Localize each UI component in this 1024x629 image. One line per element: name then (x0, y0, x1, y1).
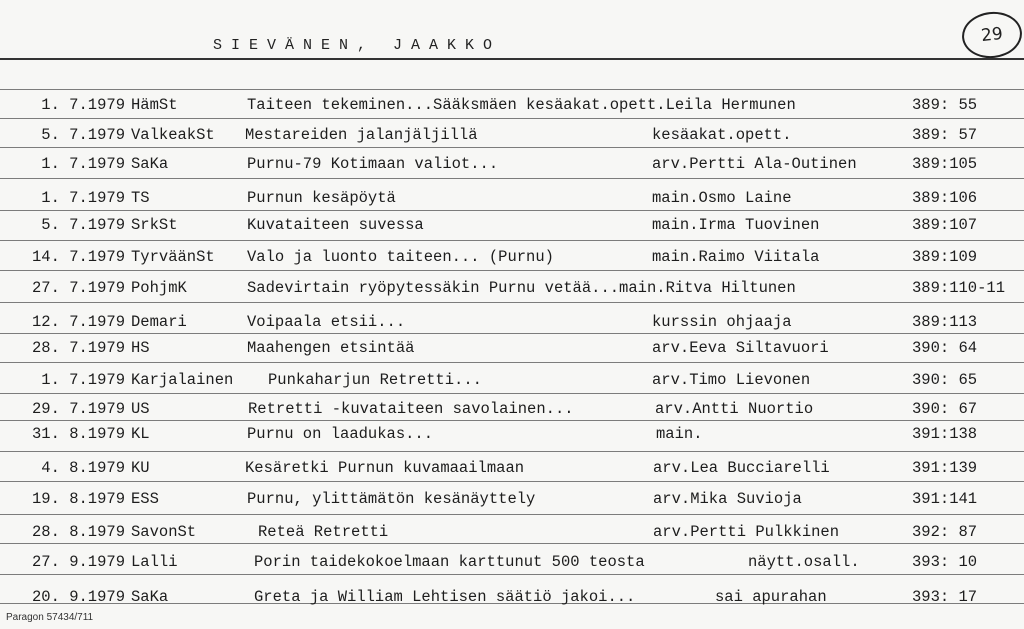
entry-title: Purnun kesäpöytä (247, 189, 396, 207)
entry-role: arv.Lea Bucciarelli (653, 459, 830, 477)
line-rule (0, 240, 1024, 241)
entry-date: 1. 7.1979 (41, 155, 125, 173)
entry-source: US (131, 400, 150, 418)
entry-title: Porin taidekokoelmaan karttunut 500 teosta (254, 553, 645, 571)
entry-row (0, 400, 1024, 424)
entry-date: 29. 7.1979 (31, 400, 125, 418)
entry-reference: 389:109 (912, 248, 978, 266)
entry-role: arv.Mika Suvioja (653, 490, 802, 508)
entry-date: 27. 7.1979 (31, 279, 125, 297)
entry-title: Kesäretki Purnun kuvamaailmaan (245, 459, 525, 477)
entry-reference: 393: 17 (912, 588, 978, 606)
entry-reference: 392: 87 (912, 523, 978, 541)
line-rule (0, 89, 1024, 90)
entry-source: HämSt (131, 96, 178, 114)
entry-date: 28. 8.1979 (31, 523, 125, 541)
entry-source: SrkSt (131, 216, 178, 234)
entry-reference: 389: 55 (912, 96, 978, 114)
page-number-circle (960, 9, 1024, 61)
entry-role: arv.Antti Nuortio (655, 400, 814, 418)
entry-source: SavonSt (131, 523, 197, 541)
entry-row (0, 216, 1024, 240)
entry-title: Sadevirtain ryöpytessäkin Purnu vetää...main.Ritva Hiltunen (247, 279, 796, 297)
entry-date: 1. 7.1979 (41, 96, 125, 114)
entry-role: näytt.osall. (748, 553, 860, 571)
entry-date: 1. 7.1979 (41, 371, 125, 389)
entry-title: Valo ja luonto taiteen... (Purnu) (247, 248, 554, 266)
entry-role: sai apurahan (715, 588, 827, 606)
entry-title: Mestareiden jalanjäljillä (245, 126, 478, 144)
entry-source: TS (131, 189, 150, 207)
entry-row (0, 96, 1024, 120)
entry-role: arv.Pertti Ala-Outinen (652, 155, 857, 173)
entry-row (0, 313, 1024, 337)
entry-source: Lalli (131, 553, 178, 571)
entry-row (0, 523, 1024, 547)
entry-date: 5. 7.1979 (41, 216, 125, 234)
entry-reference: 390: 65 (912, 371, 978, 389)
entry-reference: 391:141 (912, 490, 978, 508)
entry-role: arv.Timo Lievonen (652, 371, 811, 389)
entry-title: Purnu, ylittämätön kesänäyttely (247, 490, 536, 508)
entry-source: ESS (131, 490, 159, 508)
entry-reference: 389:107 (912, 216, 978, 234)
printer-mark: Paragon 57434/711 (6, 612, 94, 623)
entry-source: PohjmK (131, 279, 187, 297)
entry-row (0, 279, 1024, 303)
line-rule (0, 514, 1024, 515)
entry-source: TyrväänSt (131, 248, 215, 266)
entry-source: KL (131, 425, 150, 443)
entry-reference: 389:110-11 (912, 279, 1006, 297)
entry-reference: 390: 64 (912, 339, 978, 357)
entry-role: kurssin ohjaaja (652, 313, 792, 331)
entry-reference: 389: 57 (912, 126, 978, 144)
entry-reference: 389:105 (912, 155, 978, 173)
entry-source: SaKa (131, 155, 169, 173)
header-rule (0, 58, 1024, 60)
entry-source: SaKa (131, 588, 169, 606)
entry-row (0, 248, 1024, 272)
entry-source: Demari (131, 313, 187, 331)
entry-title: Kuvataiteen suvessa (247, 216, 424, 234)
entry-date: 12. 7.1979 (31, 313, 125, 331)
entry-row (0, 371, 1024, 395)
entry-title: Reteä Retretti (258, 523, 389, 541)
entry-source: HS (131, 339, 150, 357)
entry-row (0, 588, 1024, 612)
entry-date: 31. 8.1979 (31, 425, 125, 443)
entry-reference: 389:106 (912, 189, 978, 207)
entry-date: 1. 7.1979 (41, 189, 125, 207)
entry-row (0, 155, 1024, 179)
entry-source: KU (131, 459, 150, 477)
entry-row (0, 459, 1024, 483)
entry-reference: 391:139 (912, 459, 978, 477)
entry-title: Maahengen etsintää (247, 339, 415, 357)
entry-source: Karjalainen (131, 371, 234, 389)
entry-title: Voipaala etsii... (247, 313, 406, 331)
person-name-heading: SIEVÄNEN, JAAKKO (213, 37, 502, 54)
entry-row (0, 490, 1024, 514)
entry-source: ValkeakSt (131, 126, 215, 144)
entry-title: Taiteen tekeminen...Sääksmäen kesäakat.opett.Leila Hermunen (247, 96, 796, 114)
entry-role: main. (656, 425, 703, 443)
entry-date: 28. 7.1979 (31, 339, 125, 357)
page-number: 29 (980, 23, 1004, 47)
entry-role: arv.Pertti Pulkkinen (653, 523, 840, 541)
line-rule (0, 451, 1024, 452)
entry-role: main.Osmo Laine (652, 189, 792, 207)
entry-reference: 389:113 (912, 313, 978, 331)
entry-title: Purnu on laadukas... (247, 425, 434, 443)
entry-role: main.Raimo Viitala (652, 248, 820, 266)
entry-row (0, 189, 1024, 213)
entry-row (0, 553, 1024, 577)
entry-date: 20. 9.1979 (31, 588, 125, 606)
entry-date: 27. 9.1979 (31, 553, 125, 571)
entry-title: Greta ja William Lehtisen säätiö jakoi... (254, 588, 636, 606)
entry-role: kesäakat.opett. (652, 126, 792, 144)
entry-title: Retretti -kuvataiteen savolainen... (248, 400, 574, 418)
entry-reference: 391:138 (912, 425, 978, 443)
entry-date: 19. 8.1979 (31, 490, 125, 508)
entry-reference: 393: 10 (912, 553, 978, 571)
entry-title: Punkaharjun Retretti... (268, 371, 482, 389)
entry-title: Purnu-79 Kotimaan valiot... (247, 155, 499, 173)
entry-reference: 390: 67 (912, 400, 978, 418)
entry-row (0, 126, 1024, 150)
entry-role: main.Irma Tuovinen (652, 216, 820, 234)
entry-row (0, 339, 1024, 363)
entry-date: 4. 8.1979 (41, 459, 125, 477)
entry-date: 5. 7.1979 (41, 126, 125, 144)
entry-row (0, 425, 1024, 449)
entry-role: arv.Eeva Siltavuori (652, 339, 829, 357)
entry-date: 14. 7.1979 (31, 248, 125, 266)
